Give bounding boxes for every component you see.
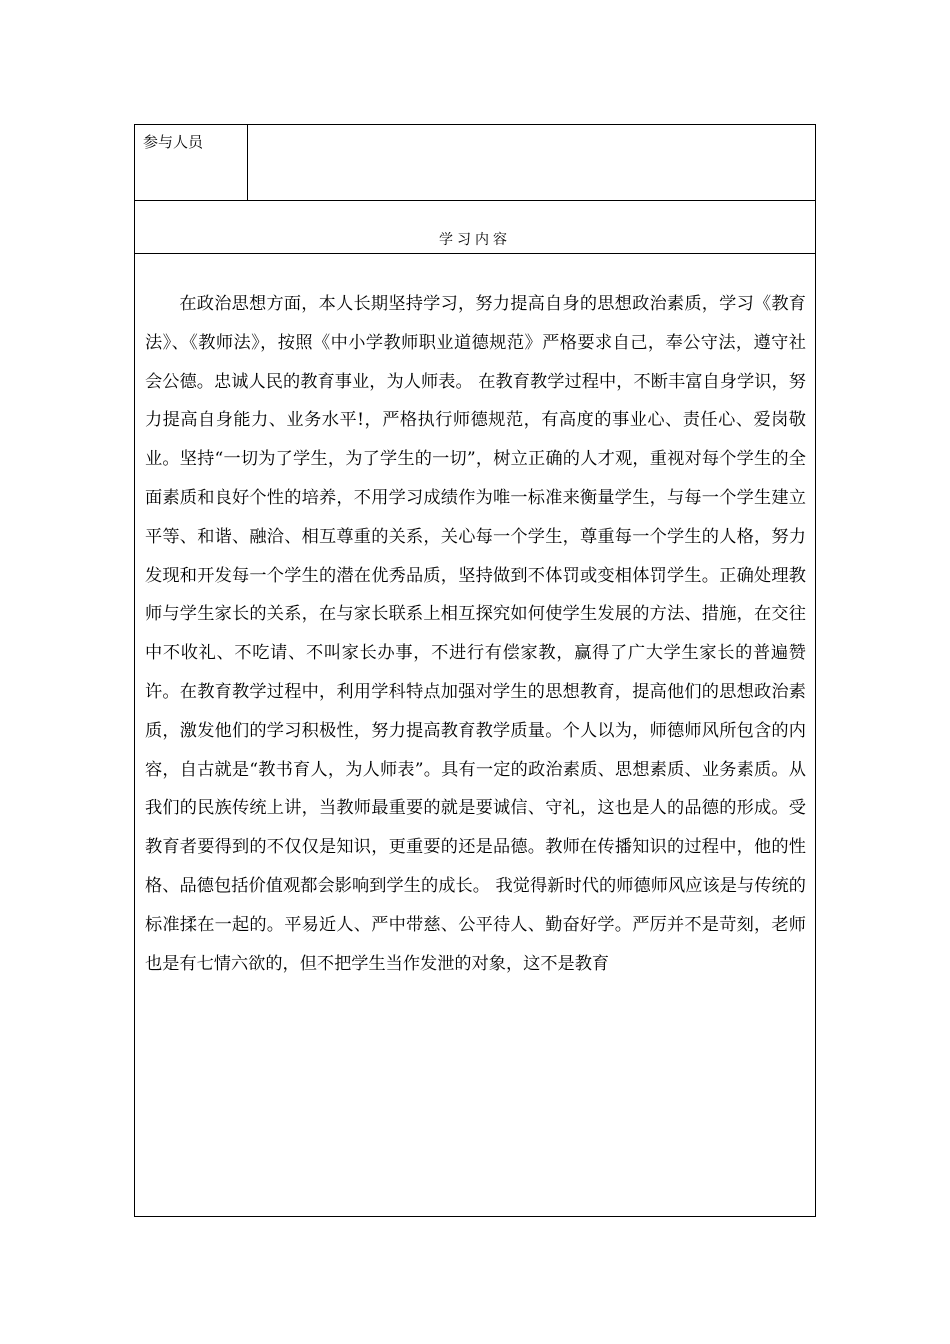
study-record-table <box>134 124 816 1217</box>
section-heading: 学习内容 <box>135 201 816 254</box>
study-content-text: 在政治思想方面，本人长期坚持学习，努力提高自身的思想政治素质，学习《教育法》、《教师法》，按照《中小学教师职业道德规范》严格要求自己，奉公守法，遵守社会公德。忠诚人民的教育事业，为人师表。 在教育教学过程中，不断丰富自身学识，努力提高自身能力、业务水平!，严格执行师德规范，有高度的事业心、责任心、爱岗敬业。坚持“一切为了学生，为了学生的一切”，树立正确的人才观，重视对每个学生的全面素质和良好个性的培养，不用学习成绩作为唯一标准来衡量学生，与每一个学生建立平等、和谐、融洽、相互尊重的关系，关心每一个学生，尊重每一个学生的人格，努力发现和开发每一个学生的潜在优秀品质，坚持做到不体罚或变相体罚学生。正确处理教师与学生家长的关系，在与家长联系上相互探究如何使学生发展的方法、措施，在交往中不收礼、不吃请、不叫家长办事，不进行有偿家教，赢得了广大学生家长的普遍赞许。在教育教学过程中，利用学科特点加强对学生的思想教育，提高他们的思想政治素质，激发他们的学习积极性，努力提高教育教学质量。个人以为，师德师风所包含的内容，自古就是“教书育人，为人师表”。具有一定的政治素质、思想素质、业务素质。从我们的民族传统上讲，当教师最重要的就是要诚信、守礼，这也是人的品德的形成。受教育者要得到的不仅仅是知识，更重要的还是品德。教师在传播知识的过程中，他的性格、品德包括价值观都会影响到学生的成长。 我觉得新时代的师德师风应该是与传统的标准揉在一起的。平易近人、严中带慈、公平待人、勤奋好学。严厉并不是苛刻，老师也是有七情六欲的，但不把学生当作发泄的对象，这不是教育 <box>145 294 806 974</box>
participants-value <box>248 125 816 201</box>
content-cell <box>135 254 816 1217</box>
participants-row <box>135 125 816 201</box>
content-row <box>135 254 816 1217</box>
section-heading-row <box>135 201 816 254</box>
participants-label: 参与人员 <box>135 125 248 201</box>
